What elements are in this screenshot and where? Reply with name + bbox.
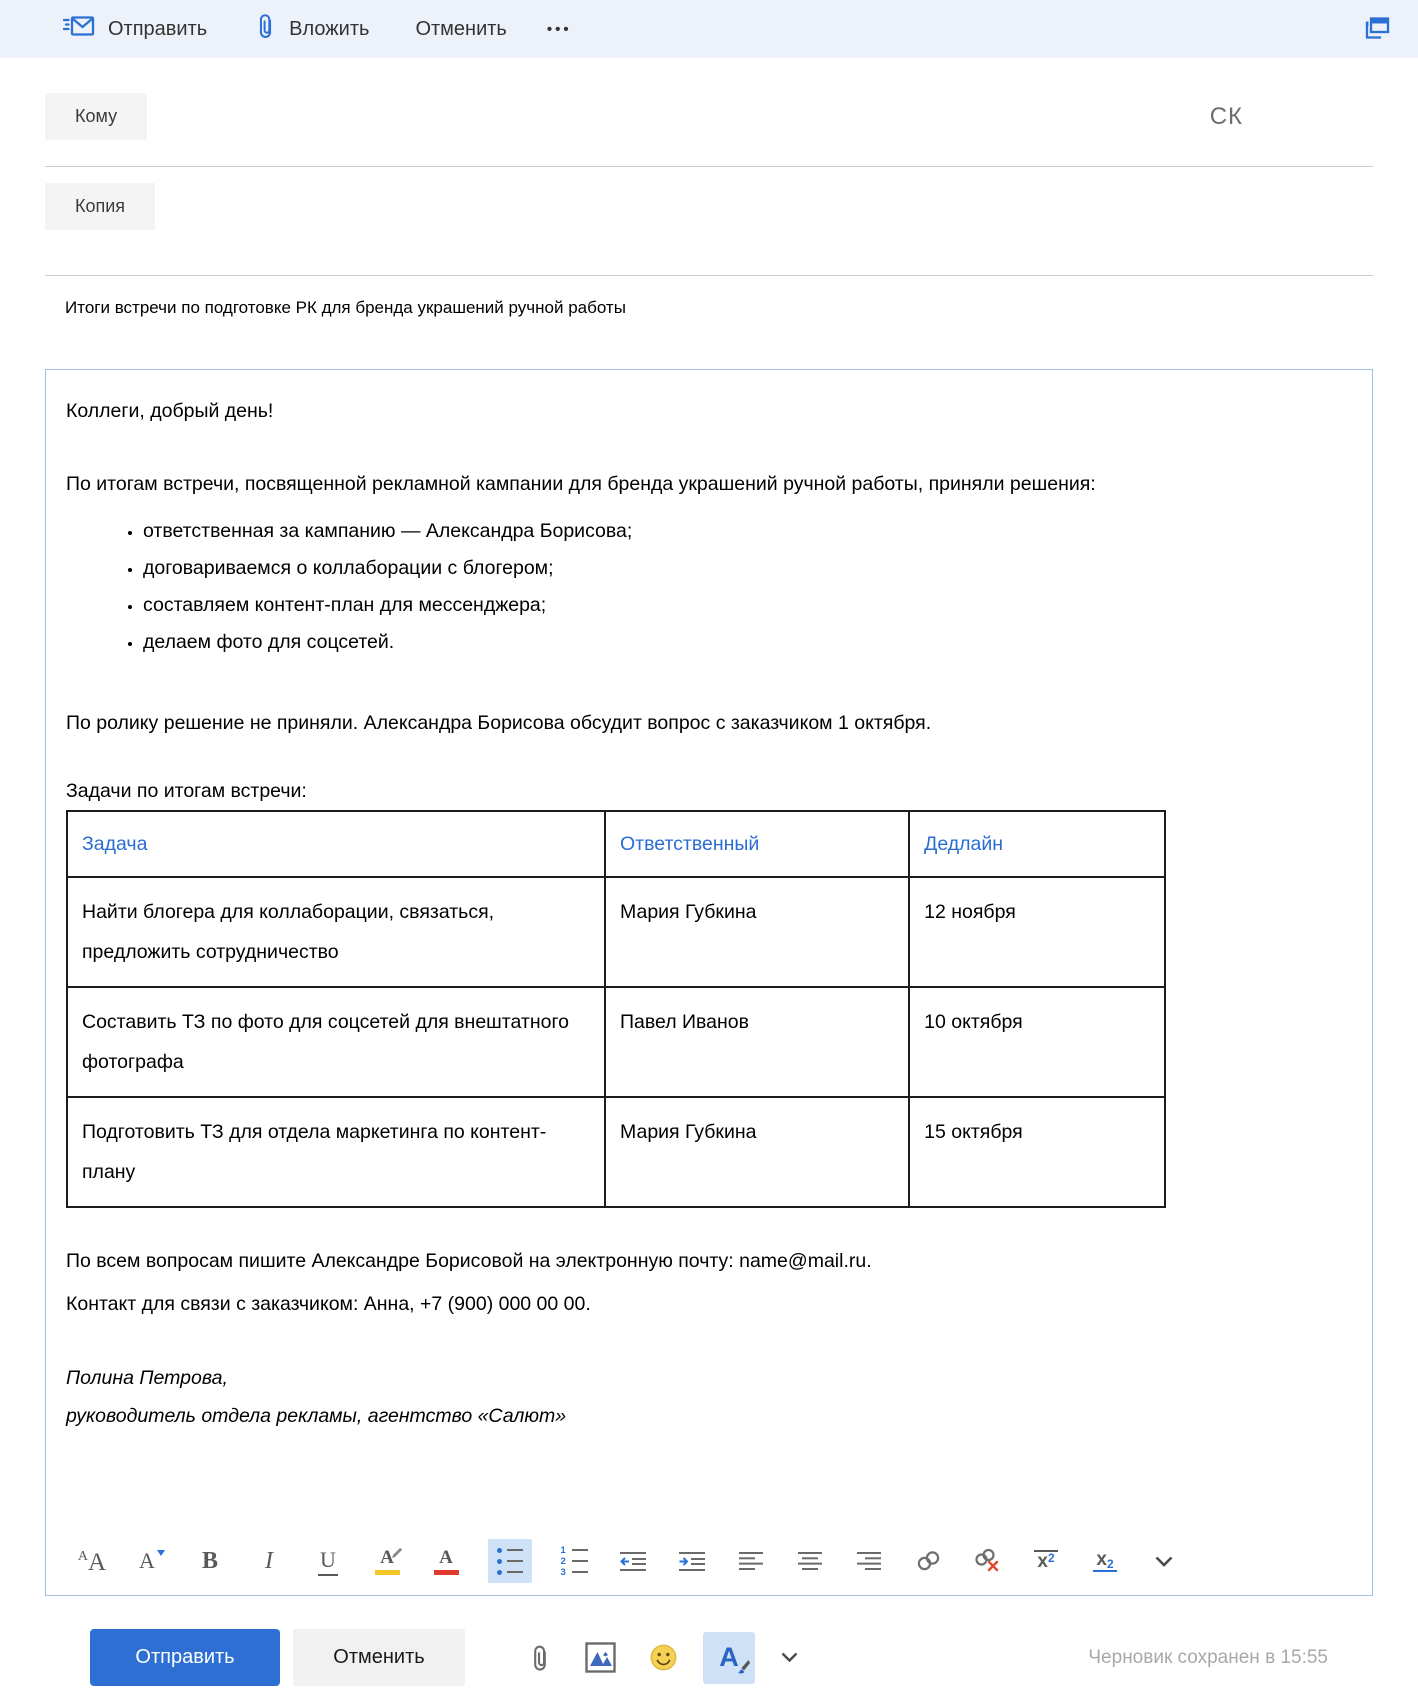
divider [45, 275, 1373, 276]
tasks-table [66, 810, 1166, 1208]
list-item: • договариваемся о коллаборации с блогером; [143, 550, 1352, 587]
superscript-icon: x 2 [1034, 1550, 1057, 1572]
signature [66, 1359, 1352, 1435]
send-button[interactable]: Отправить [90, 1629, 280, 1686]
more-formatting-button[interactable] [1147, 1539, 1181, 1583]
to-row [45, 93, 1373, 140]
link-icon [915, 1549, 942, 1573]
bullet-list-icon [497, 1548, 523, 1575]
subscript-icon: x 2 [1093, 1550, 1116, 1572]
subscript-button[interactable] [1088, 1539, 1122, 1583]
bold-button[interactable] [193, 1539, 227, 1583]
attach-button[interactable] [255, 12, 369, 46]
table-cell: Найти блогера для коллаборации, связаться, предложить сотрудничество [67, 877, 605, 987]
underline-button[interactable] [311, 1539, 345, 1583]
cancel-button-top[interactable] [415, 18, 506, 41]
bullet-list-button[interactable] [488, 1539, 532, 1583]
signature-role: руководитель отдела рекламы, агентство «Салют» [66, 1405, 567, 1427]
cancel-button[interactable]: Отменить [293, 1629, 465, 1686]
table-header-row [67, 811, 1165, 877]
unlink-button[interactable] [970, 1539, 1004, 1583]
table-header-cell: Задача [67, 811, 605, 877]
contact-text: Контакт для связи с заказчиком: Анна, +7 (900) 000 00 00. [66, 1293, 591, 1315]
table-row [67, 987, 1165, 1097]
intro-text: По итогам встречи, посвященной рекламной кампании для бренда украшений ручной работы, приняли решения: [66, 473, 1096, 495]
image-icon [585, 1642, 616, 1673]
more-actions-button[interactable]: ••• [546, 20, 572, 38]
indent-icon [678, 1549, 706, 1573]
numbered-list-button[interactable] [557, 1539, 591, 1583]
attach-file-button[interactable] [529, 1643, 551, 1673]
align-center-icon [797, 1550, 823, 1572]
table-header-cell: Ответственный [605, 811, 909, 877]
italic-button[interactable] [252, 1539, 286, 1583]
font-icon: $^A$A [77, 1549, 107, 1576]
outdent-button[interactable] [616, 1539, 650, 1583]
italic-icon: I [265, 1548, 273, 1574]
font-size-icon: A [139, 1548, 163, 1574]
superscript-button[interactable] [1029, 1539, 1063, 1583]
compose-toolbar [0, 0, 1418, 58]
align-right-icon [856, 1550, 882, 1572]
unlink-icon [973, 1548, 1001, 1574]
avatar-initials[interactable]: СК [1209, 102, 1243, 130]
indent-button[interactable] [675, 1539, 709, 1583]
table-row [67, 1097, 1165, 1207]
subject-input[interactable]: Итоги встречи по подготовке РК для бренда украшений ручной работы [65, 298, 626, 317]
table-cell: 15 октября [909, 1097, 1165, 1207]
open-in-new-window-button[interactable] [1362, 15, 1390, 43]
table-cell: Мария Губкина [605, 877, 909, 987]
align-right-button[interactable] [852, 1539, 886, 1583]
more-insert-options-button[interactable] [781, 1652, 798, 1663]
font-size-button[interactable] [134, 1539, 168, 1583]
list-item: • делаем фото для соцсетей. [143, 624, 1352, 661]
formatting-toolbar [67, 1533, 1351, 1589]
attach-label: Вложить [289, 17, 370, 40]
decisions-list [66, 513, 1352, 661]
chevron-down-icon [1155, 1556, 1173, 1567]
table-row [67, 877, 1165, 987]
table-cell: Павел Иванов [605, 987, 909, 1097]
align-center-button[interactable] [793, 1539, 827, 1583]
link-button[interactable] [911, 1539, 945, 1583]
table-cell: Подготовить ТЗ для отдела маркетинга по контент-плану [67, 1097, 605, 1207]
align-left-button[interactable] [734, 1539, 768, 1583]
message-body-editor[interactable] [45, 369, 1373, 1596]
paperclip-icon [255, 12, 276, 46]
draft-saved-status: Черновик сохранен в 15:55 [1088, 1646, 1328, 1668]
list-item: • составляем контент-план для мессенджера; [143, 587, 1352, 624]
numbered-list-icon: 1 2 3 [561, 1548, 588, 1575]
list-item: • ответственная за кампанию — Александра Борисова; [143, 513, 1352, 550]
tasks-heading: Задачи по итогам встречи: [66, 780, 307, 802]
highlight-button[interactable] [370, 1539, 404, 1583]
signature-name: Полина Петрова, [66, 1367, 228, 1389]
send-label: Отправить [108, 17, 208, 40]
bottom-action-bar [45, 1629, 1373, 1686]
send-mail-icon [63, 13, 95, 46]
emoji-icon [650, 1644, 677, 1671]
send-button-top[interactable] [63, 13, 207, 46]
align-left-icon [738, 1550, 764, 1572]
table-cell: Составить ТЗ по фото для соцсетей для внештатного фотографа [67, 987, 605, 1097]
table-header-cell: Дедлайн [909, 811, 1165, 877]
paperclip-icon [529, 1643, 551, 1673]
cc-row [45, 183, 1373, 230]
table-cell: Мария Губкина [605, 1097, 909, 1207]
show-formatting-button[interactable] [703, 1632, 755, 1684]
open-in-new-window-icon [1362, 15, 1390, 43]
underline-icon: U [318, 1547, 338, 1576]
highlight-icon: A [375, 1548, 400, 1575]
text-formatting-icon: A [719, 1642, 739, 1672]
bold-icon: B [201, 1548, 218, 1574]
chevron-down-icon [781, 1652, 798, 1663]
cc-button[interactable]: Копия [45, 183, 155, 230]
table-cell: 12 ноября [909, 877, 1165, 987]
insert-emoji-button[interactable] [650, 1644, 677, 1671]
cancel-label: Отменить [415, 17, 507, 40]
note-text: По ролику решение не приняли. Александра Борисова обсудит вопрос с заказчиком 1 октября. [66, 712, 932, 734]
font-color-icon: A [434, 1548, 459, 1575]
font-color-button[interactable] [429, 1539, 463, 1583]
font-button[interactable] [75, 1539, 109, 1583]
table-cell: 10 октября [909, 987, 1165, 1097]
greeting-text: Коллеги, добрый день! [66, 400, 274, 422]
to-button[interactable]: Кому [45, 93, 147, 140]
contact-text: По всем вопросам пишите Александре Борисовой на электронную почту: name@mail.ru. [66, 1250, 872, 1272]
outdent-icon [619, 1549, 647, 1573]
divider [45, 166, 1373, 167]
insert-image-button[interactable] [585, 1642, 616, 1673]
brush-icon [734, 1659, 751, 1676]
